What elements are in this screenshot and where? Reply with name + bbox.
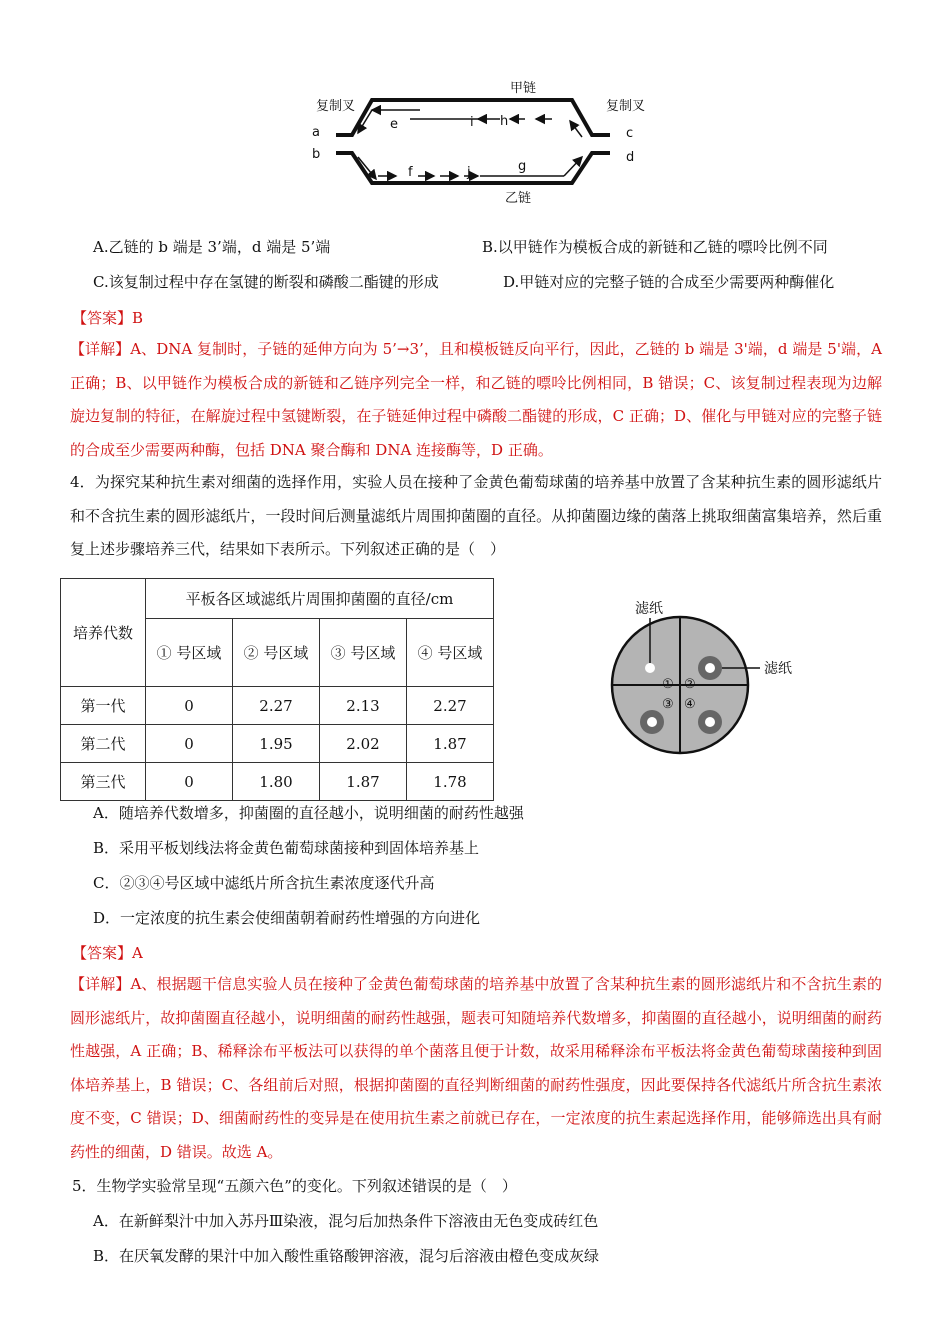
- table-row-label: 第二代: [61, 725, 146, 763]
- q5-option-b: B．在厌氧发酵的果汁中加入酸性重铬酸钾溶液，混匀后溶液由橙色变成灰绿: [93, 1247, 600, 1265]
- quadrant-3-label: ③: [662, 697, 674, 712]
- label-i: i: [470, 115, 474, 130]
- table-col-header: ③ 号区域: [320, 619, 407, 687]
- strand-bottom: [336, 153, 610, 183]
- q5-stem: 5．生物学实验常呈现“五颜六色”的变化。下列叙述错误的是（ ）: [72, 1177, 517, 1195]
- table-cell: 0: [146, 687, 233, 725]
- petri-dish-figure: [600, 590, 820, 770]
- q4-option-b: B．采用平板划线法将金黄色葡萄球菌接种到固体培养基上: [93, 839, 480, 857]
- table-cell: 0: [146, 763, 233, 801]
- label-f: f: [408, 165, 413, 180]
- label-c: c: [626, 126, 634, 141]
- table-cell: 2.27: [233, 687, 320, 725]
- table-row-label: 第三代: [61, 763, 146, 801]
- table-cell: 0: [146, 725, 233, 763]
- inhibition-zone-table: [60, 578, 494, 801]
- table-col-header: ② 号区域: [233, 619, 320, 687]
- table-row-label: 第一代: [61, 687, 146, 725]
- q4-option-a: A．随培养代数增多，抑菌圈的直径越小，说明细菌的耐药性越强: [93, 804, 524, 822]
- table-row: [61, 725, 494, 763]
- label-e: e: [390, 117, 398, 132]
- table-col-header: ④ 号区域: [407, 619, 494, 687]
- quadrant-4-label: ④: [684, 697, 696, 712]
- q4-option-c: C．②③④号区域中滤纸片所含抗生素浓度逐代升高: [93, 874, 435, 892]
- q3-option-c: C.该复制过程中存在氢键的断裂和磷酸二酯键的形成: [93, 273, 439, 291]
- q3-option-a: A.乙链的 b 端是 3’端，d 端是 5’端: [93, 238, 331, 256]
- label-bottom-strand: 乙链: [505, 191, 532, 206]
- label-a: a: [312, 125, 320, 140]
- table-row: [61, 687, 494, 725]
- q3-option-d: D.甲链对应的完整子链的合成至少需要两种酶催化: [503, 273, 835, 291]
- quadrant-2-label: ②: [684, 677, 696, 692]
- label-b: b: [312, 147, 321, 162]
- figure-label-filter-top: 滤纸: [635, 601, 663, 617]
- q3-option-b: B.以甲链作为模板合成的新链和乙链的嘌呤比例不同: [482, 238, 828, 256]
- q3-detail: 【详解】A、DNA 复制时，子链的延伸方向为 5’→3’，且和模板链反向平行，因此，乙链的 b 端是 3'端，d 端是 5'端，A 正确；B、以甲链作为模板合成的新链和乙链序列完全一样，和乙链的嘌呤比例相同，B 错误；C、该复制过程表现为边解旋边复制的特征，在解旋过程中氢键断裂，在子链延伸过程中磷酸二酯键的形成，C 正确；D、催化与甲链对应的完整子链的合成至少需要两种酶，包括 DNA 聚合酶和 DNA 连接酶等，D 正确。: [70, 340, 882, 459]
- q4-detail: 【详解】A、根据题干信息实验人员在接种了金黄色葡萄球菌的培养基中放置了含某种抗生素的圆形滤纸片和不含抗生素的圆形滤纸片，故抑菌圈直径越小，说明细菌的耐药性越强，题表可知随培养代数增多，抑菌圈的直径越小，说明细菌的耐药性越强，A 正确；B、稀释涂布平板法可以获得的单个菌落且便于计数，故采用稀释涂布平板法将金黄色葡萄球菌接种到固体培养基上，B 错误；C、各组前后对照，根据抑菌圈的直径判断细菌的耐药性强度，因此要保持各代滤纸片所含抗生素浓度不变，C 错误；D、细菌耐药性的变异是在使用抗生素之前就已存在，一定浓度的抗生素起选择作用，能够筛选出具有耐药性的细菌，D 错误。故选 A。: [70, 975, 882, 1161]
- table-cell: 1.78: [407, 763, 494, 801]
- table-cell: 1.80: [233, 763, 320, 801]
- label-j: j: [467, 165, 471, 180]
- table-header-generation: 培养代数: [61, 579, 146, 687]
- label-fork-right: 复制叉: [606, 99, 646, 114]
- q4-answer: 【答案】A: [72, 944, 143, 962]
- table-cell: 2.02: [320, 725, 407, 763]
- quadrant-1-label: ①: [662, 677, 674, 692]
- label-fork-left: 复制叉: [316, 99, 356, 114]
- table-cell: 1.87: [407, 725, 494, 763]
- figure-label-filter-right: 滤纸: [764, 661, 792, 677]
- q5-option-a: A．在新鲜梨汁中加入苏丹Ⅲ染液，混匀后加热条件下溶液由无色变成砖红色: [93, 1212, 599, 1230]
- label-top-strand: 甲链: [510, 81, 537, 96]
- label-d: d: [626, 150, 635, 165]
- table-cell: 2.13: [320, 687, 407, 725]
- table-cell: 1.95: [233, 725, 320, 763]
- table-header-group: 平板各区域滤纸片周围抑菌圈的直径/cm: [146, 579, 494, 619]
- table-cell: 1.87: [320, 763, 407, 801]
- q4-option-d: D．一定浓度的抗生素会使细菌朝着耐药性增强的方向进化: [93, 909, 481, 927]
- table-cell: 2.27: [407, 687, 494, 725]
- q3-answer: 【答案】B: [72, 309, 144, 327]
- label-h: h: [500, 114, 509, 129]
- label-g: g: [518, 159, 527, 174]
- table-col-header: ① 号区域: [146, 619, 233, 687]
- q4-stem: 4．为探究某种抗生素对细菌的选择作用，实验人员在接种了金黄色葡萄球菌的培养基中放置了含某种抗生素的圆形滤纸片和不含抗生素的圆形滤纸片，一段时间后测量滤纸片周围抑菌圈的直径。从抑菌圈边缘的菌落上挑取细菌富集培养，然后重复上述步骤培养三代，结果如下表所示。下列叙述正确的是（ ）: [70, 473, 882, 558]
- filter-paper-plain: [645, 663, 655, 673]
- table-row: [61, 763, 494, 801]
